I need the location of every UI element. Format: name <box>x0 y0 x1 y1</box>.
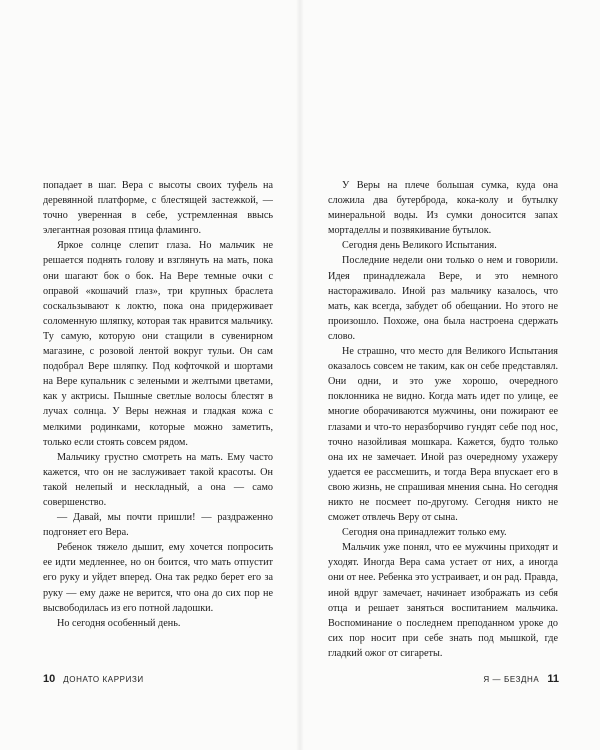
paragraph: Не страшно, что место для Великого Испытания оказалось совсем не таким, как он себе представлял. Они одни, и это уже хорошо, очередного поклонника не видно. Когда мать идет по улице, ее многие оборачиваются мужчины, они пожирают ее глазами и что-то неразборчиво гундят себе под нос, точно назойливая мошкара. Кажется, будто только она их не замечает. Иной раз очередному ухажеру удается ее рассмешить, и тогда Вера впускает его в свою жизнь, не спрашивая мнения сына. Но сегодня никто не посмеет по-другому. Сегодня никто не сможет отвлечь Веру от сына. <box>328 346 558 524</box>
paragraph: Сегодня она принадлежит только ему. <box>342 527 507 539</box>
paragraph: попадает в шаг. Вера с высоты своих туфель на деревянной платформе, с блестящей застежкой, — точно уверенная в себе, устремленная ввысь элегантная розовая птица фламинго. <box>43 180 273 237</box>
paragraph: — Давай, мы почти пришли! — раздраженно подгоняет его Вера. <box>43 512 273 539</box>
left-page-footer <box>43 673 144 685</box>
paragraph: Яркое солнце слепит глаза. Но мальчик не решается поднять голову и взглянуть на мать, пока они шагают бок о бок. На Вере темные очки с оправой «кошачий глаз», три крупных браслета соскальзывают к локтю, пока она придерживает соломенную шляпку, которая так нравится мальчику. Ту самую, которую они стащили в сувенирном магазине, с розовой лентой вокруг тульи. Он сам подобрал Вере шляпку. Под кофточкой и шортами на Вере купальник с зелеными и желтыми цветами, как у актрисы. Пышные светлые волосы блестят в лучах солнца. У Веры нежная и гладкая кожа с мелкими родинками, которые можно заметить, только если стоять совсем рядом. <box>43 240 273 448</box>
book-gutter <box>296 0 304 750</box>
right-page-text <box>328 178 558 661</box>
paragraph: Мальчик уже понял, что ее мужчины приходят и уходят. Иногда Вера сама устает от них, а иногда они от нее. Ребенка это устраивает, и он рад. Правда, иной вдруг замечает, начинает изображать из себя отца и решает заняться воспитанием мальчика. Воспоминание о последнем преподанном уроке до сих пор носит при себе знать под мышкой, где гладкий ожог от сигареты. <box>328 542 558 659</box>
paragraph: У Веры на плече большая сумка, куда она сложила два бутерброда, кока-колу и бутылку минеральной воды. Из сумки доносится запах мортаделлы и позвякивание бутылок. <box>328 180 558 237</box>
running-author: ДОНАТО КАРРИЗИ <box>63 675 144 684</box>
paragraph: Ребенок тяжело дышит, ему хочется попросить ее идти медленнее, но он боится, что мать отпустит его руку и уйдет вперед. Она так редко берет его за руку — ему даже не верится, что она до сих пор не высвободилась из его потной ладошки. <box>43 542 273 614</box>
left-page-text <box>43 178 273 631</box>
page-number: 10 <box>43 673 56 685</box>
paragraph: Мальчику грустно смотреть на мать. Ему часто кажется, что он не заслуживает такой красоты. Он такой нелепый и нескладный, а она — само совершенство. <box>43 451 273 508</box>
page-number: 11 <box>547 673 559 685</box>
paragraph: Сегодня день Великого Испытания. <box>342 240 497 252</box>
paragraph: Но сегодня особенный день. <box>57 617 181 629</box>
right-page-footer <box>483 673 559 685</box>
running-title: Я — БЕЗДНА <box>483 675 540 684</box>
paragraph: Последние недели они только о нем и говорили. Идея принадлежала Вере, и это немного настораживало. Иной раз мальчику казалось, что мать, как всегда, забудет об обещании. Но этого не произошло. Похоже, она была настроена сдержать слово. <box>328 255 558 342</box>
